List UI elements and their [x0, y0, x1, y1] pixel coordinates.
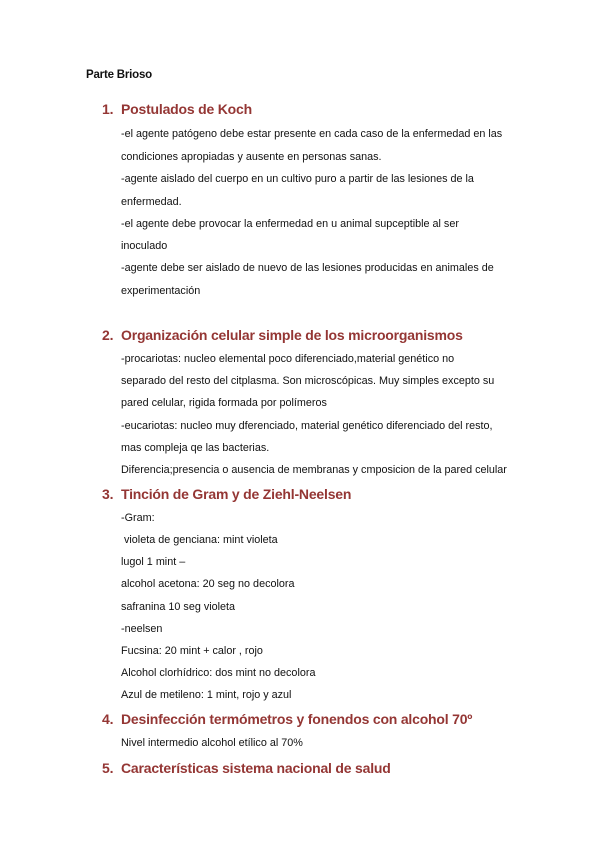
text-line: Alcohol clorhídrico: dos mint no decolora [121, 667, 316, 679]
text-line: violeta de genciana: mint violeta [121, 534, 278, 546]
document-title: Parte Brioso [86, 69, 152, 81]
text-line: Diferencia;presencia o ausencia de membranas y cmposicion de la pared celular [121, 464, 507, 476]
text-line: inoculado [121, 240, 168, 252]
text-line: -eucariotas: nucleo muy dferenciado, material genético diferenciado del resto, [121, 420, 493, 432]
text-line: condiciones apropiadas y ausente en personas sanas. [121, 151, 382, 163]
text-line: alcohol acetona: 20 seg no decolora [121, 578, 295, 590]
text-line: enfermedad. [121, 196, 182, 208]
text-line: Azul de metileno: 1 mint, rojo y azul [121, 689, 292, 701]
text-line: separado del resto del citplasma. Son microscópicas. Muy simples excepto su [121, 375, 495, 387]
section-heading-tincion [102, 486, 351, 502]
text-line: Nivel intermedio alcohol etílico al 70% [121, 737, 303, 749]
section-number: 4. [102, 711, 114, 727]
text-line: mas compleja qe las bacterias. [121, 442, 270, 454]
section-title: Organización celular simple de los microorganismos [121, 327, 463, 343]
text-line: -Gram: [121, 512, 155, 524]
text-line: -agente debe ser aislado de nuevo de las lesiones producidas en animales de [121, 262, 494, 274]
text-line: lugol 1 mint – [121, 556, 186, 568]
section-number: 2. [102, 327, 114, 343]
section-title: Desinfección termómetros y fonendos con alcohol 70º [121, 711, 473, 727]
section-heading-koch [102, 101, 252, 117]
section-title: Características sistema nacional de salud [121, 760, 391, 776]
text-line: -procariotas: nucleo elemental poco diferenciado,material genético no [121, 353, 455, 365]
text-line: pared celular, rigida formada por polímeros [121, 397, 327, 409]
text-line: -neelsen [121, 623, 163, 635]
section-heading-organizacion [102, 327, 463, 343]
section-heading-desinfeccion [102, 711, 472, 727]
text-line: -agente aislado del cuerpo en un cultivo puro a partir de las lesiones de la [121, 173, 474, 185]
section-title: Postulados de Koch [121, 101, 252, 117]
section-title: Tinción de Gram y de Ziehl-Neelsen [121, 486, 352, 502]
section-number: 1. [102, 101, 114, 117]
section-number: 5. [102, 760, 114, 776]
text-line: experimentación [121, 285, 201, 297]
section-heading-sistema-salud [102, 760, 391, 776]
text-line: Fucsina: 20 mint + calor , rojo [121, 645, 263, 657]
text-line: safranina 10 seg violeta [121, 601, 236, 613]
text-line: -el agente patógeno debe estar presente en cada caso de la enfermedad en las [121, 128, 503, 140]
section-number: 3. [102, 486, 114, 502]
text-line: -el agente debe provocar la enfermedad en u animal supceptible al ser [121, 218, 459, 230]
